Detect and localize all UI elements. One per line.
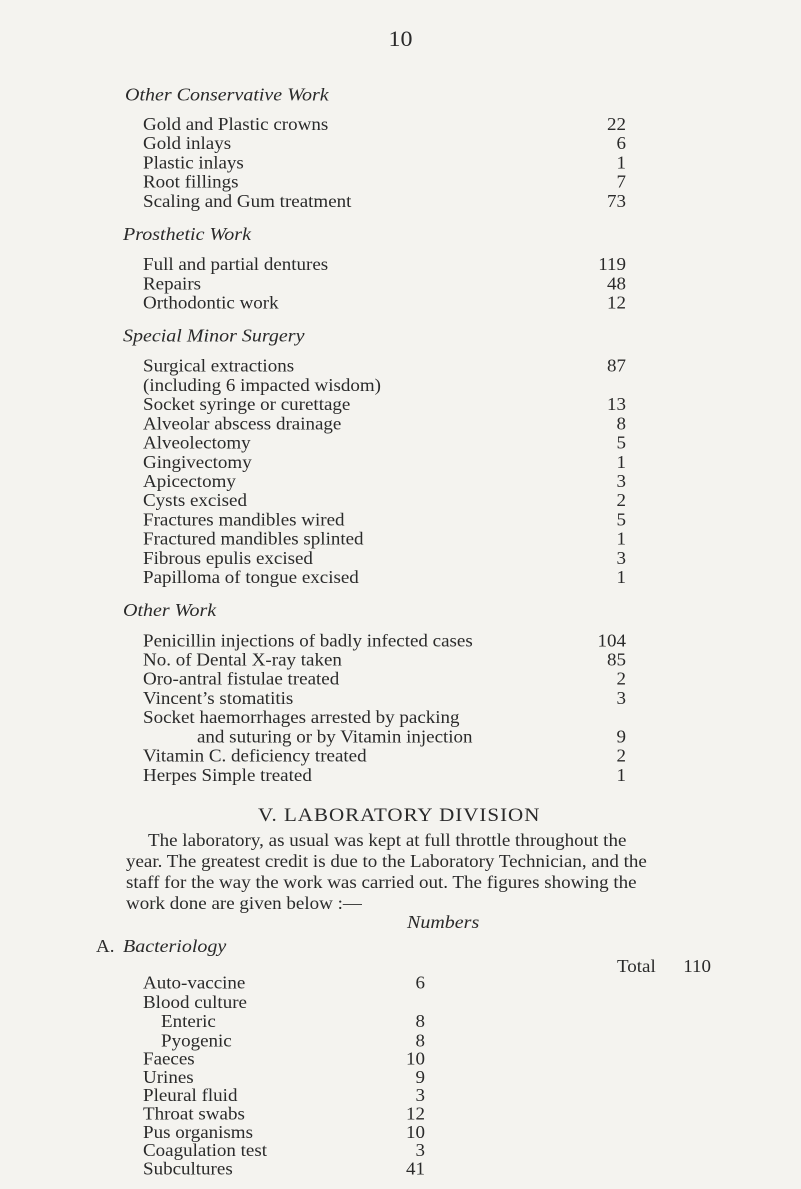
list-item-value: 3	[415, 1141, 425, 1161]
list-item-label: and suturing or by Vitamin injection	[197, 727, 473, 747]
heading-other-work: Other Work	[123, 600, 217, 621]
list-item-label: Full and partial dentures	[143, 255, 329, 275]
list-item-label: Auto-vaccine	[143, 973, 246, 994]
list-item-value: 87	[607, 357, 626, 377]
list-item-label: Gingivectomy	[143, 453, 252, 473]
list-item-label: Pus organisms	[143, 1123, 253, 1143]
heading-special-minor-surgery: Special Minor Surgery	[123, 325, 305, 347]
list-item-value: 41	[406, 1159, 425, 1180]
bacteriology-heading: Bacteriology	[123, 936, 227, 957]
list-item-value: 8	[415, 1031, 425, 1051]
list-item-value: 119	[598, 255, 626, 275]
list-item-label: Blood culture	[143, 993, 247, 1013]
list-item-value: 1	[616, 153, 626, 174]
list-item-value: 104	[597, 631, 626, 651]
list-item-label: Gold and Plastic crowns	[143, 115, 329, 135]
list-item-label: Alveolectomy	[143, 433, 251, 454]
list-item-value: 1	[616, 453, 626, 473]
list-item-label: Vincent’s stomatitis	[143, 689, 294, 709]
heading-conservative-work: Other Conservative Work	[125, 85, 329, 106]
list-item-label: Vitamin C. deficiency treated	[143, 746, 367, 767]
list-item-label: Root fillings	[143, 173, 239, 193]
list-item-label: Socket syringe or curettage	[143, 395, 351, 415]
list-item-value: 1	[616, 568, 626, 588]
page-number: 10	[388, 27, 413, 52]
list-item-label: Apicectomy	[143, 472, 236, 492]
list-item-value: 8	[616, 414, 626, 434]
paragraph-line: The laboratory, as usual was kept at full throttle throughout the	[148, 831, 627, 851]
list-item-value: 10	[406, 1049, 425, 1070]
list-item-value: 2	[616, 746, 626, 767]
list-item-label: Scaling and Gum treatment	[143, 192, 352, 212]
paragraph-line: staff for the way the work was carried out. The figures showing the	[126, 873, 637, 893]
list-item-value: 2	[616, 670, 626, 690]
list-item-label: Gold inlays	[143, 134, 232, 154]
list-item-value: 5	[616, 510, 626, 531]
list-item-label: Enteric	[161, 1012, 216, 1032]
list-item-label: Oro-antral fistulae treated	[143, 670, 340, 690]
paragraph-line: year. The greatest credit is due to the Laboratory Technician, and the	[126, 852, 647, 872]
numbers-heading: Numbers	[407, 912, 480, 933]
list-item-label: Surgical extractions	[143, 357, 295, 377]
list-item-label: Fractures mandibles wired	[143, 510, 345, 531]
heading-prosthetic-work: Prosthetic Work	[123, 224, 251, 245]
list-item-label: Herpes Simple treated	[143, 766, 312, 786]
list-item-label: Alveolar abscess drainage	[143, 414, 342, 434]
list-item-label: Papilloma of tongue excised	[143, 568, 359, 588]
list-item-value: 48	[607, 274, 626, 294]
lab-paragraph	[126, 830, 738, 914]
list-item-value: 1	[616, 530, 626, 550]
list-item-value: 6	[616, 134, 626, 154]
list-item-value: 73	[607, 192, 626, 212]
list-item-label: Repairs	[143, 274, 202, 294]
list-item-label: Subcultures	[143, 1159, 233, 1180]
list-item-value: 5	[616, 433, 626, 454]
list-item-label: (including 6 impacted wisdom)	[143, 376, 381, 396]
list-item-label: Faeces	[143, 1049, 195, 1070]
list-item-value: 85	[607, 650, 626, 671]
list-item-value: 9	[616, 727, 626, 747]
list-item-value: 13	[607, 395, 626, 415]
list-item-value: 8	[415, 1012, 425, 1032]
list-item-value: 22	[607, 115, 626, 135]
list-item-label: Pleural fluid	[143, 1086, 238, 1106]
list-item-label: Fibrous epulis excised	[143, 549, 313, 569]
list-item-label: Socket haemorrhages arrested by packing	[143, 708, 460, 728]
list-item-value: 10	[406, 1123, 425, 1143]
list-item-label: Cysts excised	[143, 491, 247, 511]
list-item-label: Coagulation test	[143, 1141, 268, 1161]
list-item-label: No. of Dental X-ray taken	[143, 650, 342, 671]
list-item-label: Urines	[143, 1068, 194, 1088]
list-item-label: Fractured mandibles splinted	[143, 530, 364, 550]
list-item-value: 7	[616, 173, 626, 193]
list-item-label: Throat swabs	[143, 1104, 245, 1125]
section-title-laboratory: V. LABORATORY DIVISION	[258, 803, 541, 826]
paragraph-line: work done are given below :—	[126, 894, 362, 914]
list-item-label: Pyogenic	[161, 1031, 232, 1051]
total-value: 110	[683, 957, 711, 977]
list-item-label: Plastic inlays	[143, 153, 244, 174]
list-item-value: 3	[415, 1086, 425, 1106]
bacteriology-letter: A.	[96, 937, 115, 957]
list-item-label: Orthodontic work	[143, 293, 279, 314]
list-item-value: 6	[415, 973, 425, 994]
list-item-value: 3	[616, 689, 626, 709]
list-item-label: Penicillin injections of badly infected cases	[143, 631, 473, 651]
total-label: Total	[617, 957, 656, 977]
list-item-value: 3	[616, 549, 626, 569]
list-item-value: 12	[607, 293, 626, 314]
list-item-value: 12	[406, 1104, 425, 1125]
list-item-value: 1	[616, 766, 626, 786]
list-item-value: 2	[616, 491, 626, 511]
list-item-value: 9	[415, 1068, 425, 1088]
list-item-value: 3	[616, 472, 626, 492]
